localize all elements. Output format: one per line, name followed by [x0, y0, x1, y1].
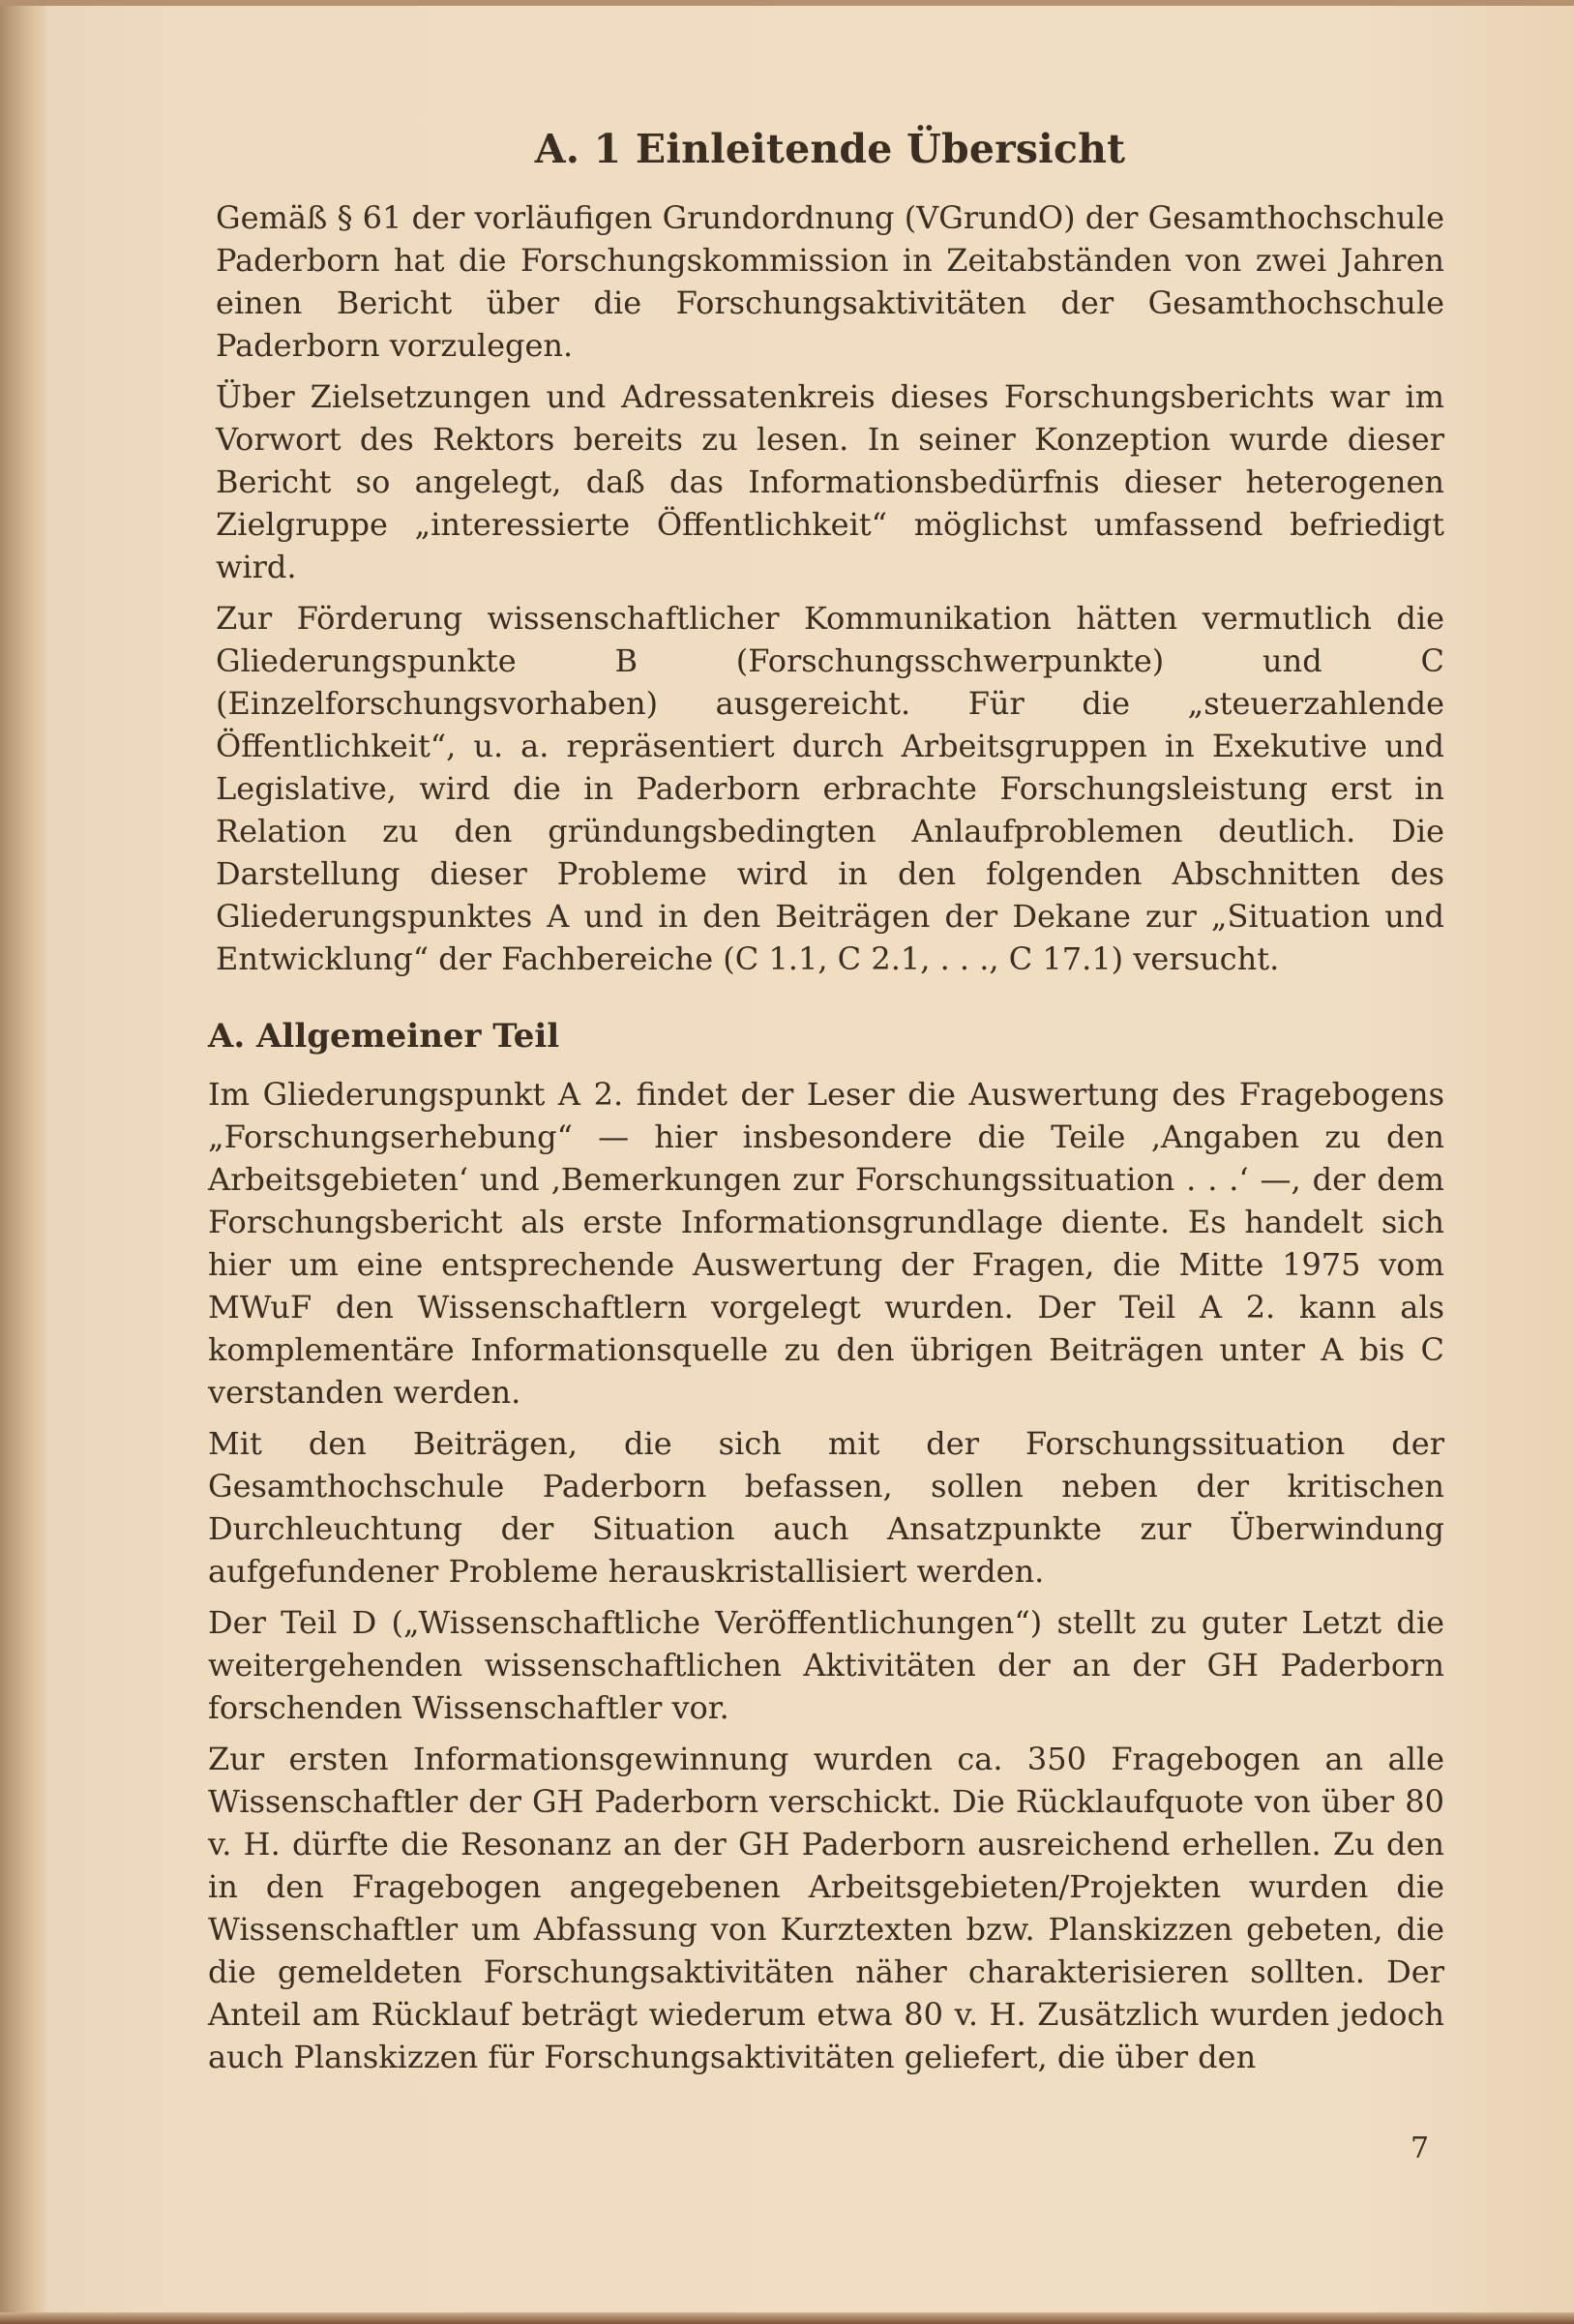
page-number: 7: [1411, 2131, 1430, 2165]
intro-paragraph-3: Zur Förderung wissenschaftlicher Kommunikation hätten vermutlich die Gliederungspunkte B (Forschungsschwerpunkte) und C (Einzelforschungsvorhaben) ausgereicht. Für die „steuerzahlende Öffentlichkeit“, u. a. repräsentiert durch Arbeitsgruppen in Exekutive und Legislative, wird die in Paderborn erbrachte Forschungsleistung erst in Relation zu den gründungsbedingten Anlaufproblemen deutlich. Die Darstellung dieser Probleme wird in den folgenden Abschnitten des Gliederungspunktes A und in den Beiträgen der Dekane zur „Situation und Entwicklung“ der Fachbereiche (C 1.1, C 2.1, . . ., C 17.1) versucht.: [216, 600, 1444, 977]
section-paragraph-3: Der Teil D („Wissenschaftliche Veröffentlichungen“) stellt zu guter Letzt die weitergehenden wissenschaftlichen Aktivitäten der an der GH Paderborn forschenden Wissenschaftler vor.: [208, 1604, 1444, 1726]
book-binding-shadow: [0, 0, 50, 2324]
section-paragraph-1: Im Gliederungspunkt A 2. findet der Leser die Auswertung des Fragebogens „Forschungserhebung“ — hier insbesondere die Teile ‚Angaben zu den Arbeitsgebieten‘ und ‚Bemerkungen zur Forschungssituation . . .‘ —, der dem Forschungsbericht als erste Informationsgrundlage diente. Es handelt sich hier um eine entsprechende Auswertung der Fragen, die Mitte 1975 vom MWuF den Wissenschaftlern vorgelegt wurden. Der Teil A 2. kann als komplementäre Informationsquelle zu den übrigen Beiträgen unter A bis C verstanden werden.: [208, 1076, 1444, 1411]
general-section: [208, 1017, 1444, 2078]
section-paragraph-4: Zur ersten Informationsgewinnung wurden ca. 350 Fragebogen an alle Wissenschaftler der GH Paderborn verschickt. Die Rücklaufquote von über 80 v. H. dürfte die Resonanz an der GH Paderborn ausreichend erhellen. Zu den in den Fragebogen angegebenen Arbeitsgebieten/Projekten wurden die Wissenschaftler um Abfassung von Kurztexten bzw. Planskizzen gebeten, die die gemeldeten Forschungsaktivitäten näher charakterisieren sollten. Der Anteil am Rücklauf beträgt wiederum etwa 80 v. H. Zusätzlich wurden jedoch auch Planskizzen für Forschungsaktivitäten geliefert, die über den: [208, 1741, 1444, 2075]
intro-paragraph-2: Über Zielsetzungen und Adressatenkreis dieses Forschungsberichts war im Vorwort des Rektors bereits zu lesen. In seiner Konzeption wurde dieser Bericht so angelegt, daß das Informationsbedürfnis dieser heterogenen Zielgruppe „interessierte Öffentlichkeit“ möglichst umfassend befriedigt wird.: [216, 378, 1444, 585]
page-top-edge: [0, 0, 1574, 6]
page-title: A. 1 Einleitende Übersicht: [534, 126, 1126, 172]
intro-paragraph-1: Gemäß § 61 der vorläufigen Grundordnung (VGrundO) der Gesamthochschule Paderborn hat die Forschungskommission in Zeitabständen von zwei Jahren einen Bericht über die Forschungsaktivitäten der Gesamthochschule Paderborn vorzulegen.: [216, 199, 1444, 364]
section-heading: A. Allgemeiner Teil: [208, 1017, 560, 1056]
page-bottom-edge: [0, 2312, 1574, 2324]
page-content: [208, 126, 1444, 2087]
section-paragraph-2: Mit den Beiträgen, die sich mit der Forschungssituation der Gesamthochschule Paderborn befassen, sollen neben der kritischen Durchleuchtung der Situation auch Ansatzpunkte zur Überwindung aufgefundener Probleme herauskristallisiert werden.: [208, 1425, 1444, 1590]
